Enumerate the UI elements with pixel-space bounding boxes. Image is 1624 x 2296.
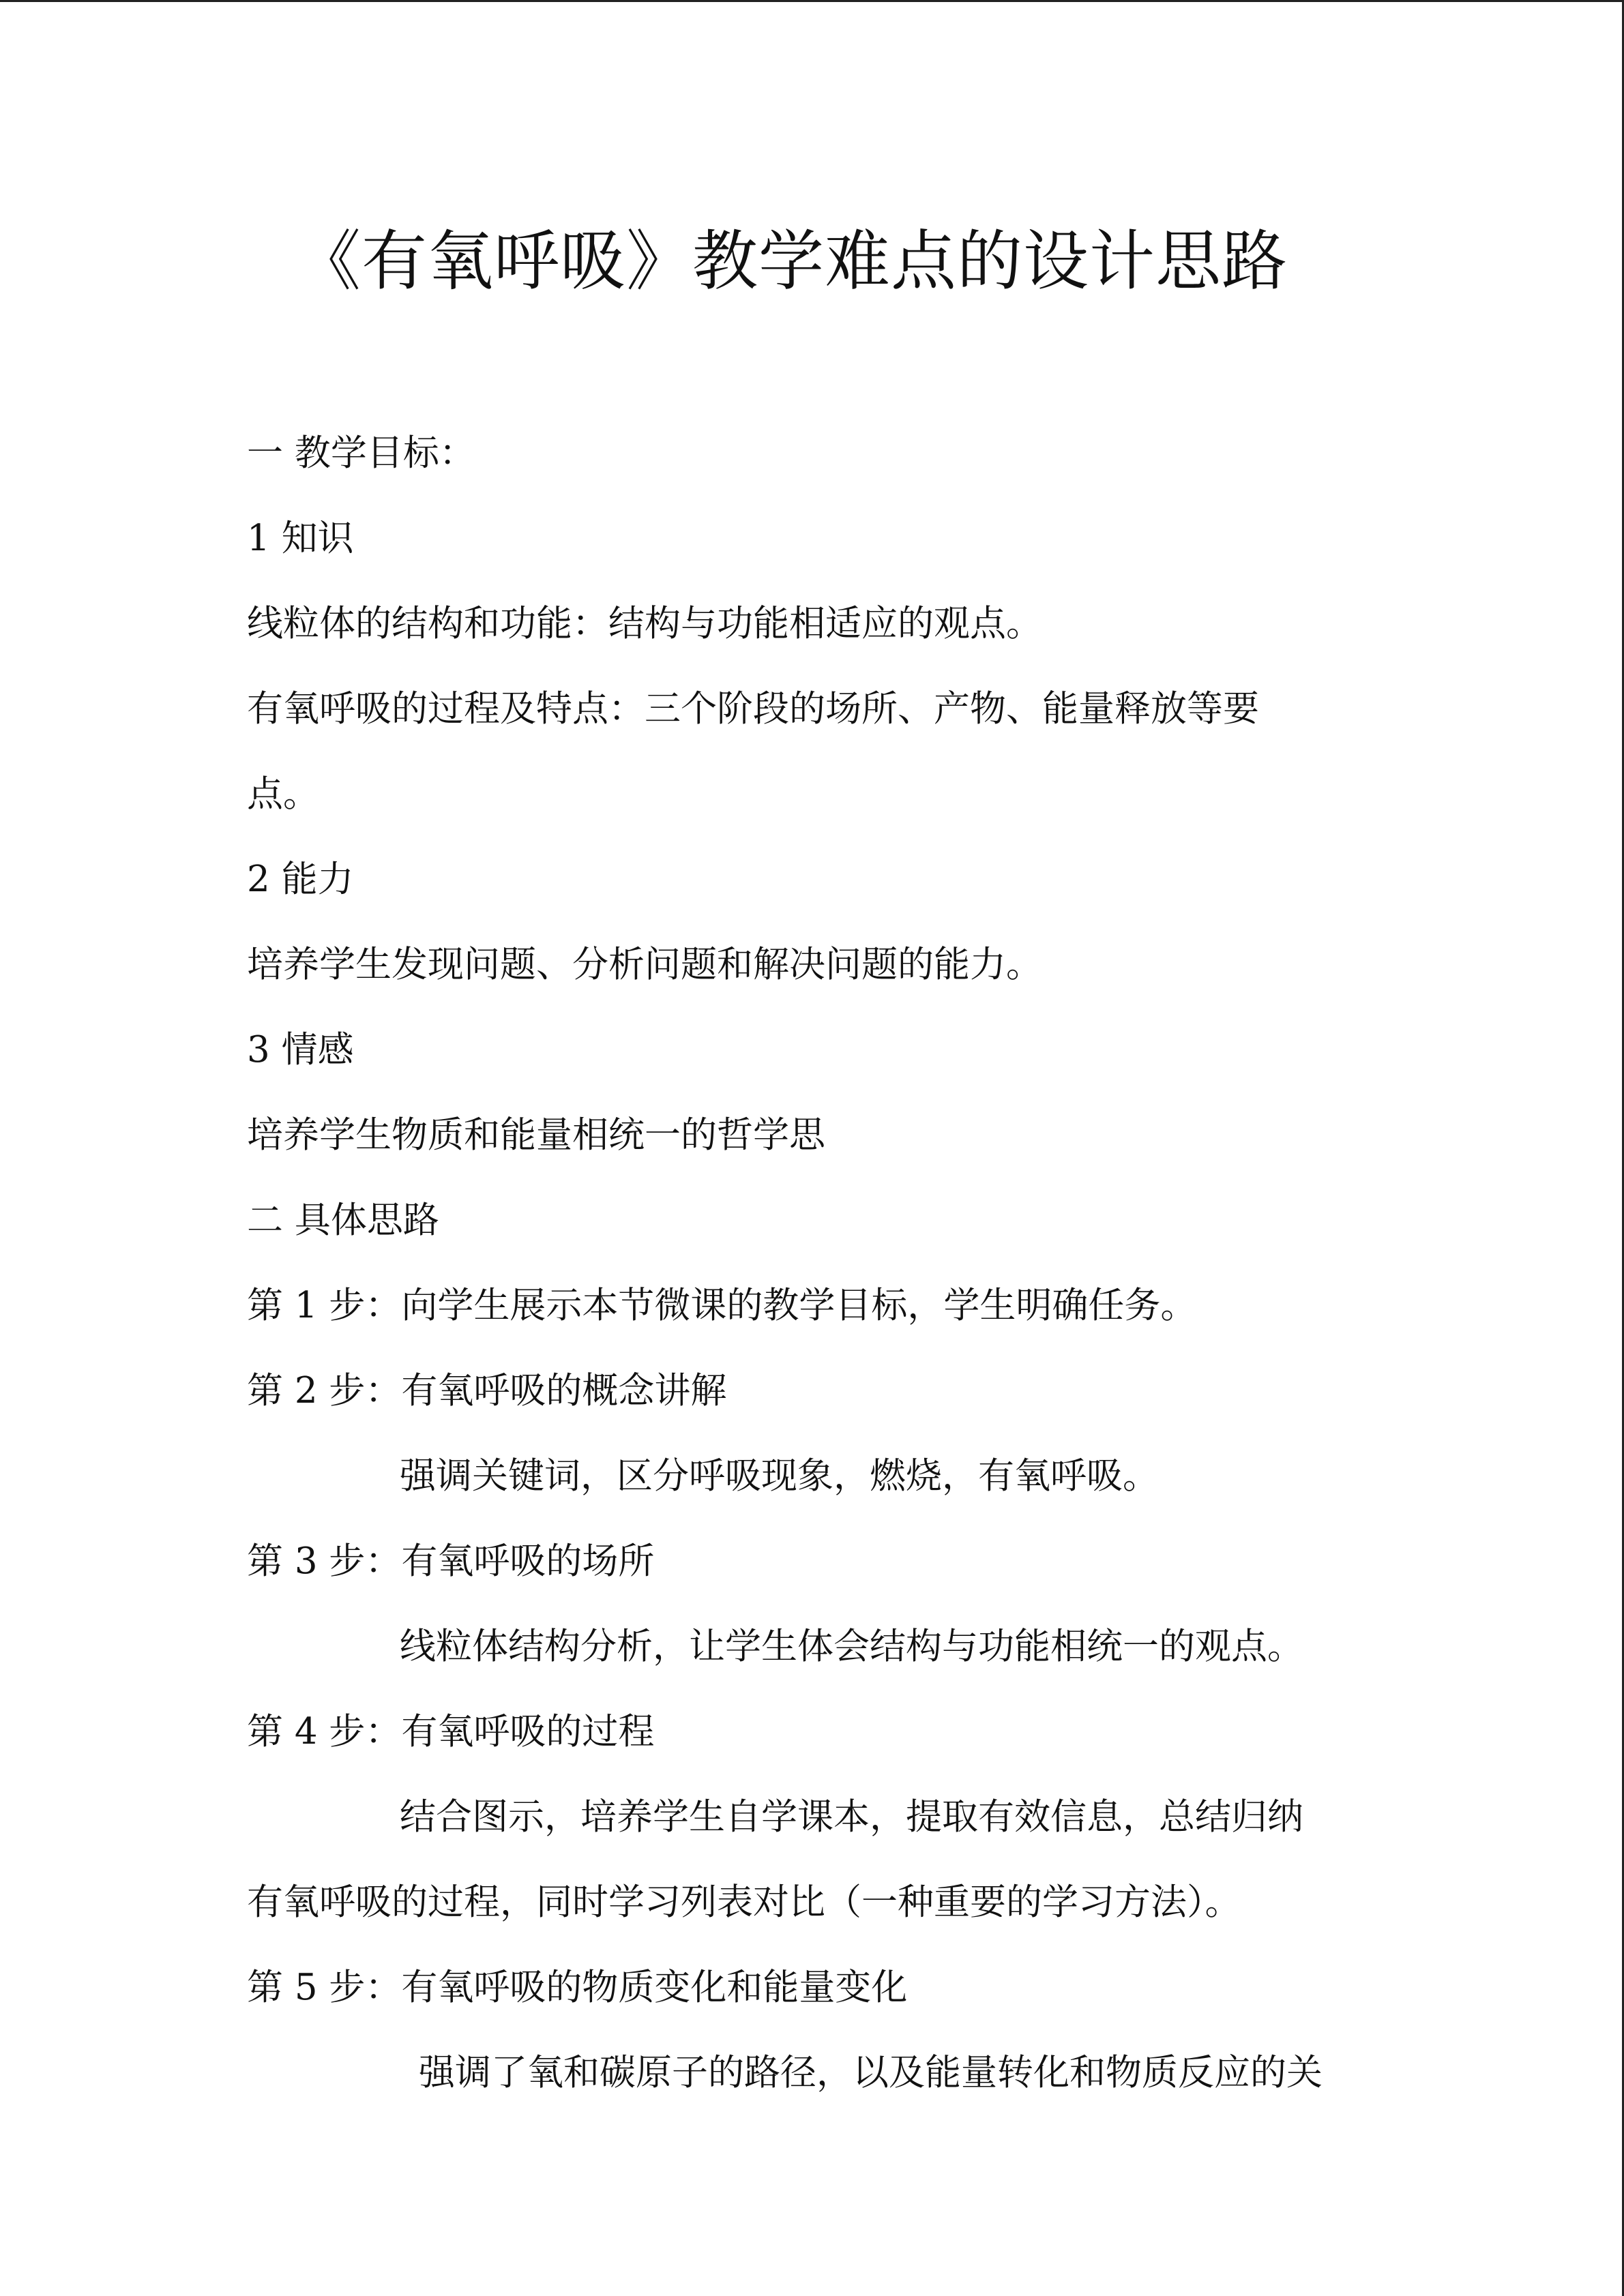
section-heading-objectives: 一 教学目标： (247, 432, 475, 474)
paragraph-line: 培养学生物质和能量相统一的哲学思 (247, 1114, 825, 1156)
section-heading-approach: 二 具体思路 (247, 1199, 439, 1241)
document-title (0, 217, 1624, 305)
subheading-emotion: 3 情感 (247, 1029, 354, 1071)
step-line: 第 1 步：向学生展示本节微课的教学目标，学生明确任务。 (247, 1285, 1197, 1326)
paragraph-line: 线粒体的结构和功能：结构与功能相适应的观点。 (247, 603, 1042, 644)
step-line: 第 5 步：有氧呼吸的物质变化和能量变化 (247, 1967, 908, 2008)
step-line: 第 4 步：有氧呼吸的过程 (247, 1711, 655, 1753)
document-title-text: 《有氧呼吸》教学难点的设计思路 (295, 223, 1288, 299)
paragraph-line: 培养学生发现问题、分析问题和解决问题的能力。 (247, 944, 1042, 985)
subheading-ability: 2 能力 (247, 859, 354, 900)
step-line: 第 2 步：有氧呼吸的概念讲解 (247, 1370, 727, 1412)
step-detail-line: 强调了氧和碳原子的路径，以及能量转化和物质反应的关 (419, 2052, 1323, 2093)
paragraph-line: 有氧呼吸的过程，同时学习列表对比（一种重要的学习方法）。 (247, 1881, 1241, 1923)
page-border-top (0, 0, 1624, 2)
paragraph-line: 点。 (247, 773, 319, 815)
step-detail-line: 结合图示，培养学生自学课本，提取有效信息，总结归纳 (400, 1796, 1303, 1838)
step-detail-line: 强调关键词，区分呼吸现象，燃烧，有氧呼吸。 (400, 1455, 1159, 1497)
step-line: 第 3 步：有氧呼吸的场所 (247, 1540, 655, 1582)
paragraph-line: 有氧呼吸的过程及特点：三个阶段的场所、产物、能量释放等要 (247, 688, 1259, 730)
step-detail-line: 线粒体结构分析，让学生体会结构与功能相统一的观点。 (400, 1626, 1303, 1667)
subheading-knowledge: 1 知识 (247, 518, 354, 559)
